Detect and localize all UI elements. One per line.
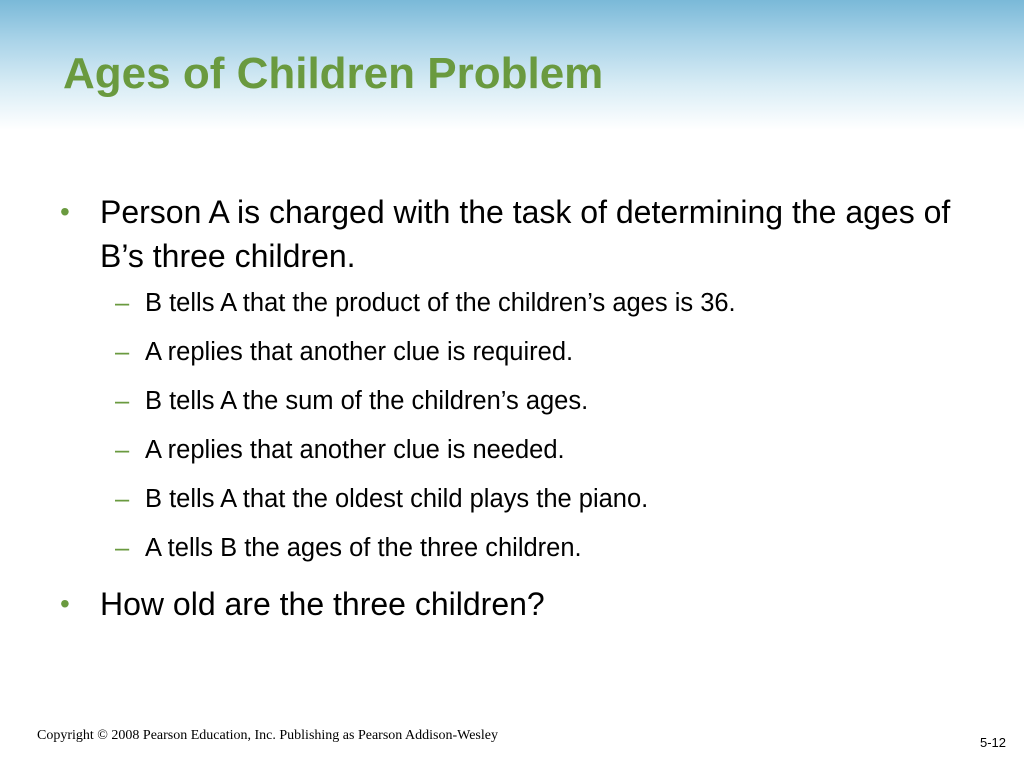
sub-bullet-text: B tells A that the oldest child plays the piano.	[145, 485, 649, 513]
sub-bullet-item	[60, 484, 980, 514]
sub-bullet-text: B tells A that the product of the children’s ages is 36.	[145, 289, 736, 317]
copyright-footer: Copyright © 2008 Pearson Education, Inc. Publishing as Pearson Addison-Wesley	[37, 728, 498, 743]
bullet-text: Person A is charged with the task of determining the ages of B’s three children.	[100, 194, 951, 274]
slide-content	[60, 190, 980, 632]
dash-icon: –	[115, 387, 130, 415]
dash-icon: –	[115, 338, 130, 366]
sub-bullet-text: A tells B the ages of the three children.	[145, 534, 582, 562]
sub-bullet-text: B tells A the sum of the children’s ages.	[145, 387, 589, 415]
sub-bullet-item	[60, 288, 980, 318]
bullet-text: How old are the three children?	[100, 586, 545, 622]
sub-bullet-item	[60, 435, 980, 465]
sub-bullet-text: A replies that another clue is needed.	[145, 436, 565, 464]
page-number: 5-12	[979, 735, 1006, 750]
sub-bullet-item	[60, 337, 980, 367]
sub-bullet-item	[60, 386, 980, 416]
dash-icon: –	[115, 436, 130, 464]
dash-icon: –	[115, 534, 130, 562]
slide-title: Ages of Children Problem	[63, 49, 604, 98]
bullet-icon: •	[60, 196, 70, 227]
bullet-item	[60, 190, 980, 278]
dash-icon: –	[115, 485, 130, 513]
sub-bullet-item	[60, 533, 980, 563]
sub-bullet-text: A replies that another clue is required.	[145, 338, 574, 366]
bullet-item	[60, 582, 980, 626]
bullet-icon: •	[60, 588, 70, 619]
sub-bullet-list	[60, 288, 980, 563]
dash-icon: –	[115, 289, 130, 317]
